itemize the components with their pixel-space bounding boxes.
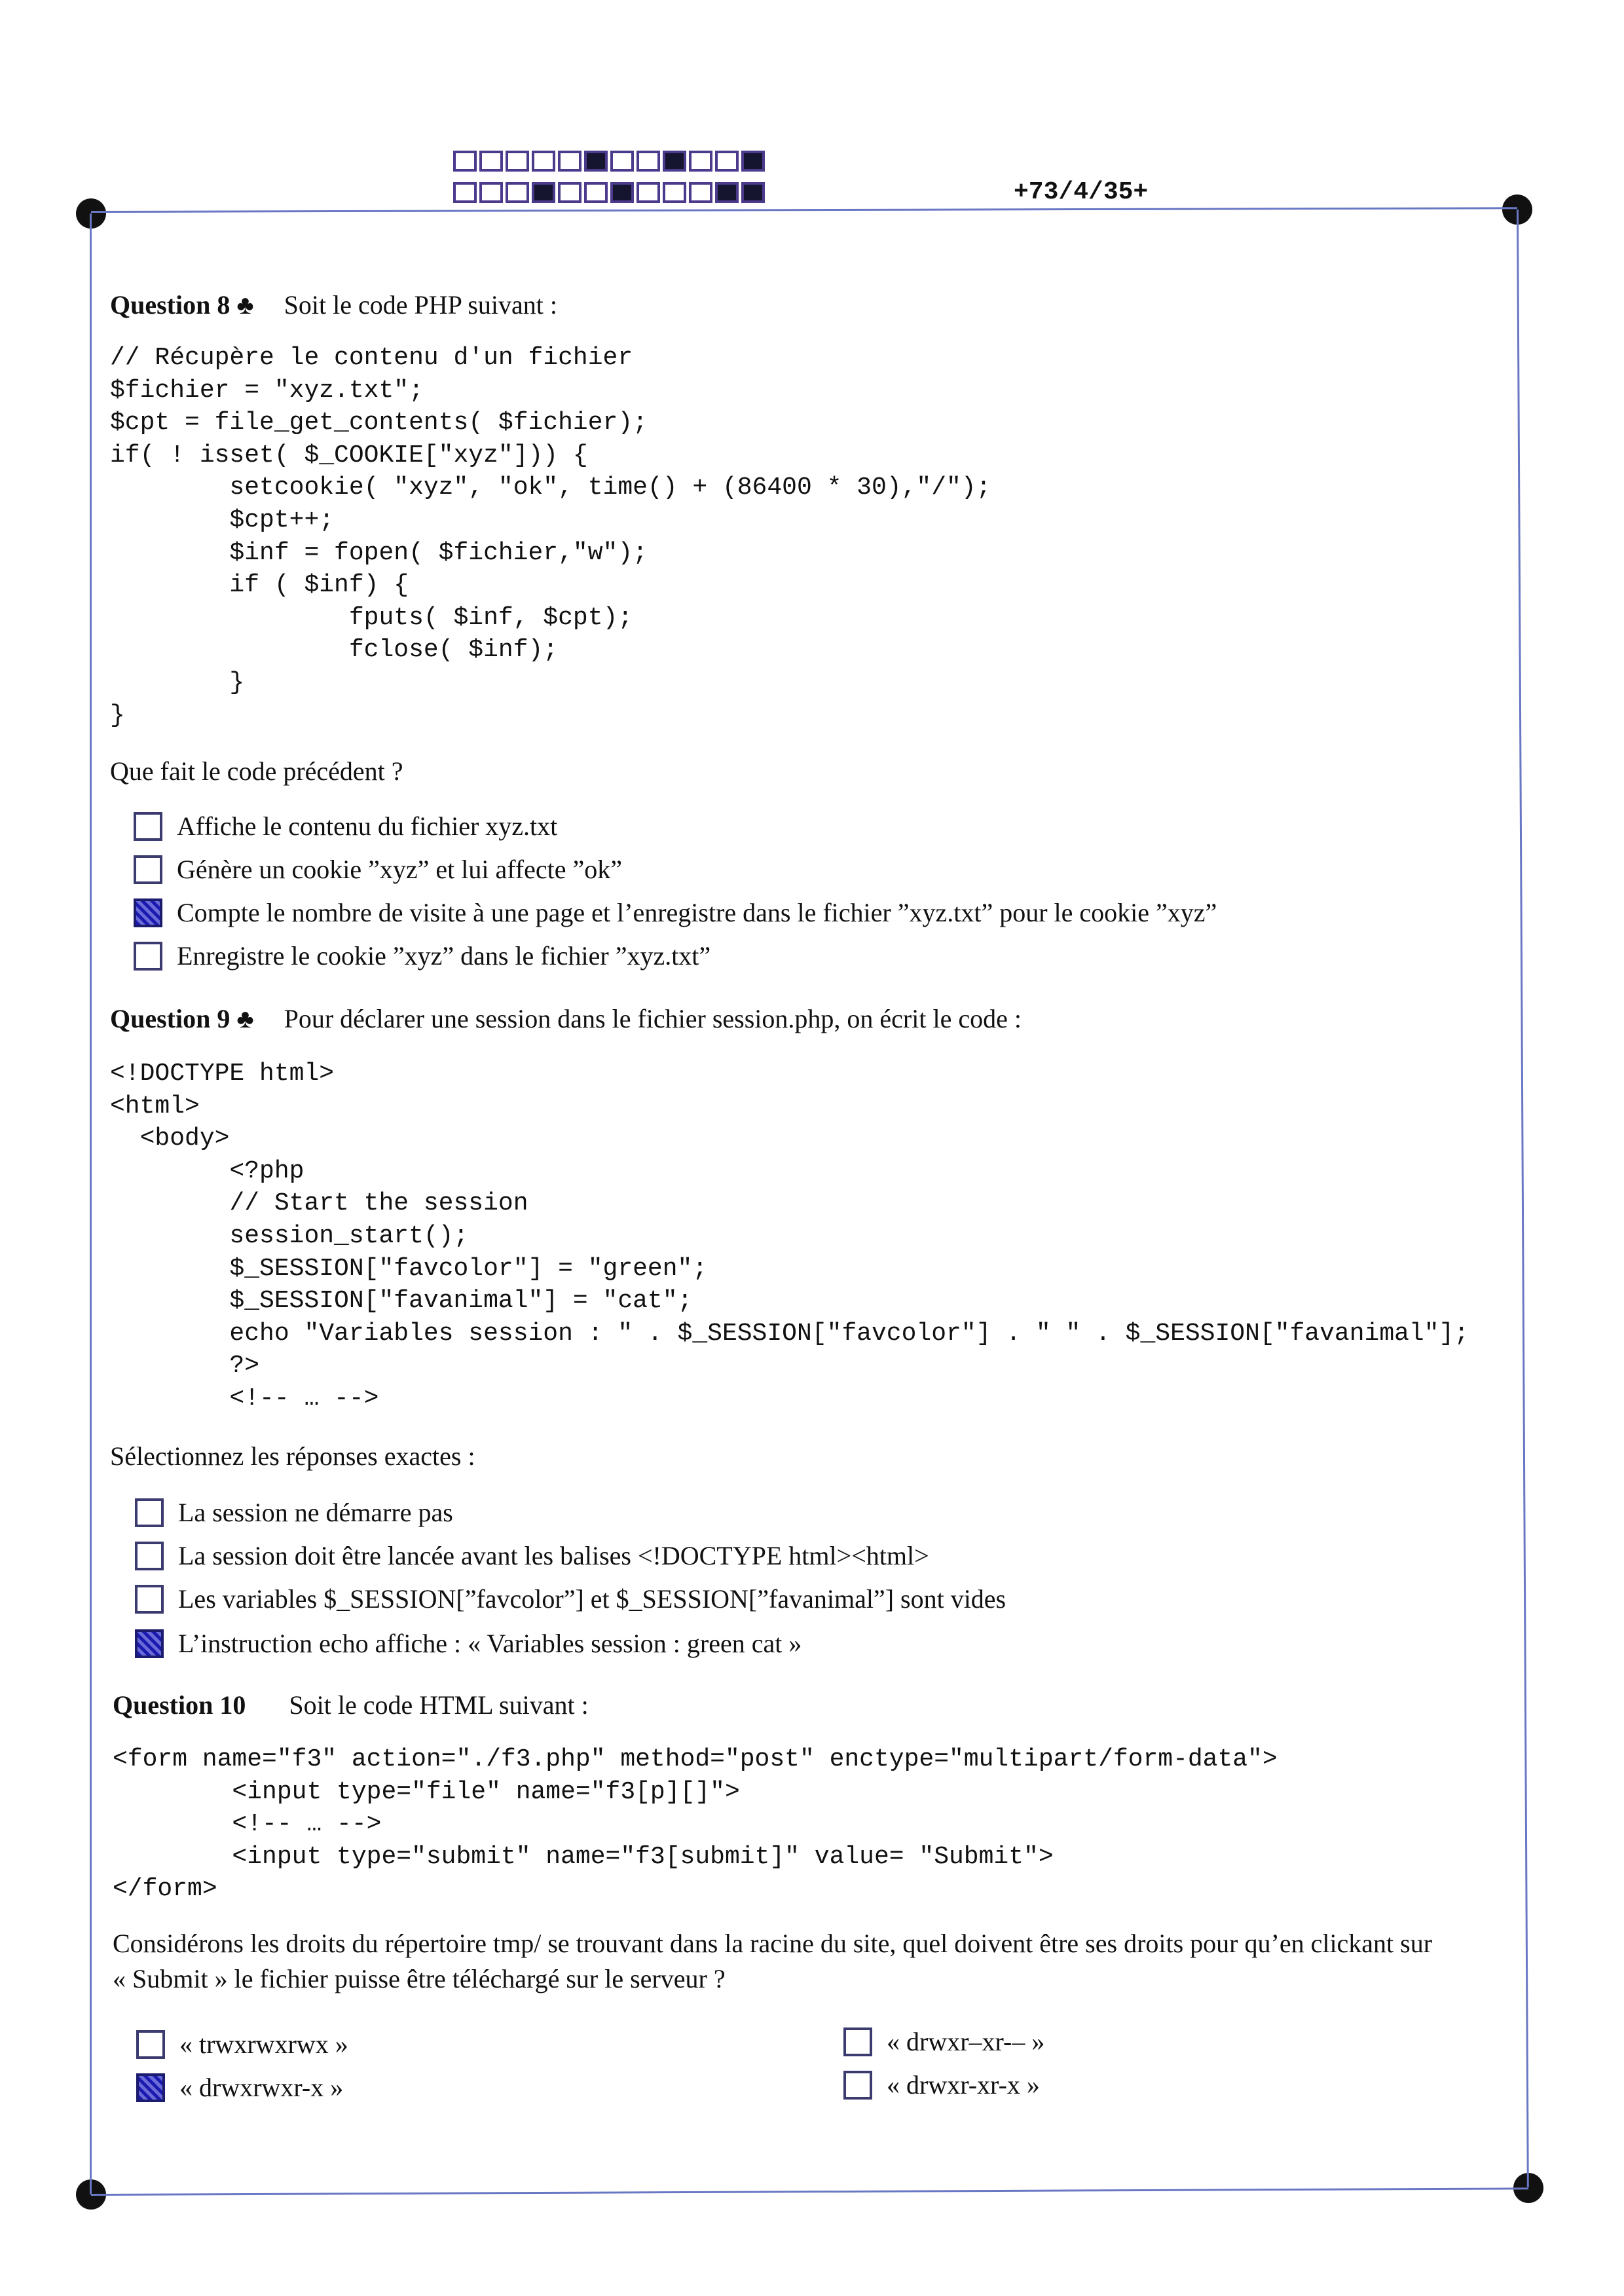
code-mark-cell (741, 151, 765, 172)
q9-choice-3-label: Les variables $_SESSION[”favcolor”] et $_SESSION[”favanimal”] sont vides (178, 1584, 1006, 1614)
code-mark-cell (637, 182, 660, 203)
q9-choice-2-label: La session doit être lancée avant les balises <!DOCTYPE html><html> (178, 1541, 929, 1570)
question-10-question-line-1: Considérons les droits du répertoire tmp/ se trouvant dans la racine du site, quel doivent être ses droits pour qu’en clickant sur (113, 1929, 1433, 1958)
q10-choice-3-checkbox[interactable] (843, 2028, 872, 2056)
q10-choice-1-label: « trwxrwxrwx » (179, 2029, 348, 2059)
code-mark-cell (532, 182, 555, 203)
question-8-label: Question 8 (110, 290, 231, 320)
club-icon: ♣ (236, 290, 254, 320)
question-8-title (110, 289, 557, 320)
q8-choice-2[interactable] (134, 854, 622, 885)
q8-choice-3-checkbox[interactable] (134, 898, 162, 927)
q9-choice-2-checkbox[interactable] (135, 1542, 164, 1570)
question-9-code: <!DOCTYPE html> <html> <body> <?php // Start the session session_start(); $_SESSION["favcolor"] = "green"; $_SESSION["favanimal"] = "cat"; echo "Variables session : " . $_SESSION["favcolor"] . " " . $_SESSION["favanimal"]; ?> <!-- … --> (110, 1060, 1469, 1413)
frame-right (1517, 210, 1529, 2187)
q9-choice-2[interactable] (135, 1540, 929, 1571)
code-mark-cell (689, 182, 712, 203)
q10-choice-2-label: « drwxrwxr-x » (179, 2073, 344, 2102)
code-mark-cell (610, 182, 634, 203)
q10-choice-2[interactable] (136, 2072, 343, 2103)
q9-choice-4-label: L’instruction echo affiche : « Variables session : green cat » (178, 1629, 802, 1658)
q9-choice-4[interactable] (135, 1628, 802, 1659)
code-mark-cell (689, 151, 712, 172)
q9-choice-1-checkbox[interactable] (135, 1498, 164, 1527)
code-mark-cell (479, 182, 503, 203)
code-mark-cell (558, 182, 581, 203)
frame-top (91, 207, 1517, 213)
question-8-question: Que fait le code précédent ? (110, 756, 403, 786)
code-mark-cell (715, 182, 739, 203)
code-mark-cell (715, 151, 739, 172)
question-9-title (110, 1003, 1022, 1034)
question-10-title (113, 1690, 589, 1720)
q10-choice-1[interactable] (136, 2029, 348, 2060)
q10-choice-4-checkbox[interactable] (843, 2071, 872, 2100)
q9-choice-4-checkbox[interactable] (135, 1629, 164, 1658)
code-mark-cell (663, 151, 686, 172)
question-10-prompt: Soit le code HTML suivant : (289, 1690, 589, 1720)
code-mark-cell (506, 182, 529, 203)
q9-choice-1[interactable] (135, 1497, 453, 1528)
q8-choice-1[interactable] (134, 811, 557, 842)
code-mark-cell (741, 182, 765, 203)
q10-choice-4-label: « drwxr-xr-x » (887, 2070, 1040, 2100)
q9-choice-3[interactable] (135, 1583, 1006, 1614)
question-10-label: Question 10 (113, 1690, 246, 1720)
code-mark-row-2 (453, 182, 767, 203)
page-id: +73/4/35+ (1014, 178, 1149, 206)
code-mark-cell (479, 151, 503, 172)
question-9-prompt: Pour déclarer une session dans le fichier session.php, on écrit le code : (284, 1004, 1022, 1033)
q8-choice-3-label: Compte le nombre de visite à une page et l’enregistre dans le fichier ”xyz.txt” pour le cookie ”xyz” (177, 898, 1217, 927)
frame-left (90, 213, 92, 2194)
q10-choice-3-label: « drwxr–xr-– » (887, 2027, 1045, 2056)
q8-choice-3[interactable] (134, 897, 1217, 928)
code-mark-cell (558, 151, 581, 172)
question-10-question-line-2: « Submit » le fichier puisse être téléchargé sur le serveur ? (113, 1964, 726, 1993)
q8-choice-1-label: Affiche le contenu du fichier xyz.txt (177, 811, 558, 841)
code-mark-cell (453, 151, 477, 172)
q10-choice-2-checkbox[interactable] (136, 2073, 165, 2102)
q8-choice-4[interactable] (134, 940, 710, 971)
frame-bottom (91, 2187, 1528, 2196)
q8-choice-2-checkbox[interactable] (134, 855, 162, 884)
q8-choice-1-checkbox[interactable] (134, 812, 162, 841)
question-9-question: Sélectionnez les réponses exactes : (110, 1441, 475, 1471)
club-icon: ♣ (236, 1004, 254, 1033)
question-8-code: // Récupère le contenu d'un fichier $fichier = "xyz.txt"; $cpt = file_get_contents( $fichier); if( ! isset( $_COOKIE["xyz"])) { setcookie( "xyz", "ok", time() + (86400 * 30),"/"); $cpt++; $inf = fopen( $fichier,"w"); if ( $inf) { fputs( $inf, $cpt); fclose( $inf); } } (110, 344, 991, 730)
q10-choice-4[interactable] (843, 2069, 1040, 2100)
question-9-label: Question 9 (110, 1004, 231, 1033)
question-8-prompt: Soit le code PHP suivant : (284, 290, 558, 320)
code-mark-cell (532, 151, 555, 172)
code-mark-cell (584, 151, 608, 172)
code-mark-cell (637, 151, 660, 172)
question-10-code: <form name="f3" action="./f3.php" method="post" enctype="multipart/form-data"> <input type="file" name="f3[p][]"> <!-- … --> <input type="submit" name="f3[submit]" value= "Submit"> </form> (113, 1745, 1278, 1904)
code-mark-cell (584, 182, 608, 203)
q9-choice-1-label: La session ne démarre pas (178, 1498, 453, 1527)
code-mark-cell (506, 151, 529, 172)
code-mark-cell (610, 151, 634, 172)
q8-choice-2-label: Génère un cookie ”xyz” et lui affecte ”ok” (177, 855, 622, 884)
code-mark-row-1 (453, 151, 767, 172)
code-mark-cell (663, 182, 686, 203)
q8-choice-4-label: Enregistre le cookie ”xyz” dans le fichier ”xyz.txt” (177, 941, 711, 971)
q10-choice-1-checkbox[interactable] (136, 2030, 165, 2059)
q10-choice-3[interactable] (843, 2026, 1044, 2057)
q8-choice-4-checkbox[interactable] (134, 942, 162, 971)
q9-choice-3-checkbox[interactable] (135, 1585, 164, 1614)
code-mark-cell (453, 182, 477, 203)
